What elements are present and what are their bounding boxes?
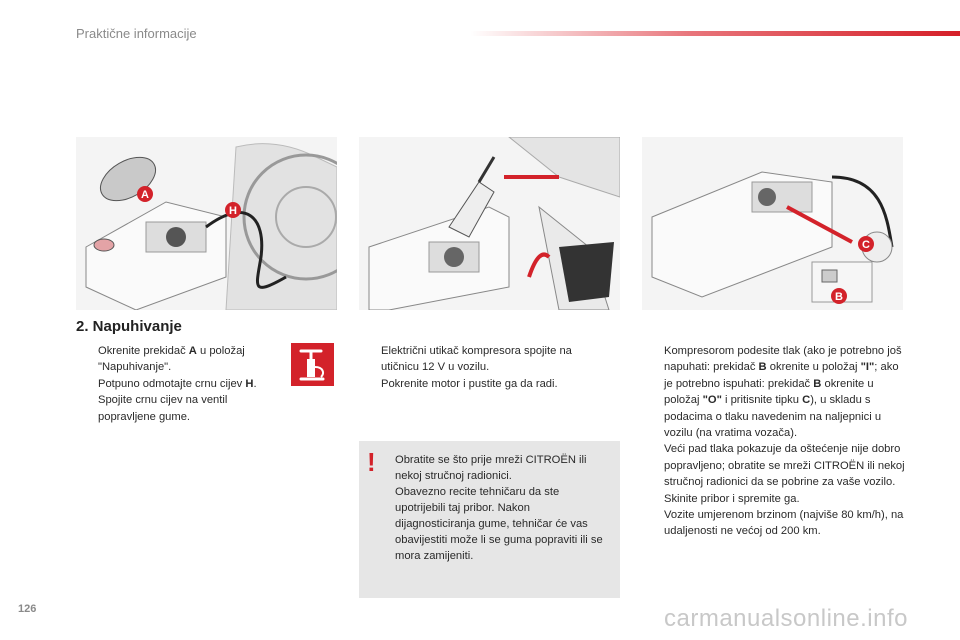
callout-h: H [229,205,237,217]
list-item: Pokrenite motor i pustite ga da radi. [381,377,558,390]
warning-icon: ! [367,447,376,477]
air-pump-icon [291,343,334,386]
illustration-2-drawing [359,137,620,310]
list-item: Skinite pribor i spremite ga. [664,492,800,505]
list-item: Okrenite prekidač A u položaj "Napuhivanje". [98,345,245,374]
illustration-compressor-switch [76,137,337,310]
section-title: 2. Napuhivanje [76,318,182,335]
header-accent-bar [470,31,960,36]
illustration-pressure-adjust [642,137,903,310]
callout-b: B [835,291,843,303]
instructions-column-2 [359,343,604,392]
warning-text: Obratite se što prije mreži CITROËN ili nekoj stručnoj radionici. Obavezno recite tehničaru da ste upotrijebili taj pribor. Nakon dijagnosticiranja gume, tehničar će vas obavijestiti može li se guma popraviti ili se mora zamijeniti. [395,454,603,562]
watermark: carmanualsonline.info [664,605,908,632]
illustration-power-plug [359,137,620,310]
instructions-column-1 [76,343,276,425]
list-item: Spojite crnu cijev na ventil popravljene gume. [98,394,228,423]
page-number: 126 [18,603,37,615]
list-item: Vozite umjerenom brzinom (najviše 80 km/h), na udaljenosti ne većoj od 200 km. [664,509,904,538]
page-header-title: Praktične informacije [76,26,197,41]
callout-a: A [141,189,149,201]
list-item: Električni utikač kompresora spojite na utičnicu 12 V u vozilu. [381,345,572,374]
note-paragraph: Veći pad tlaka pokazuje da oštećenje nije dobro popravljeno; obratite se mreži CITROËN ili nekoj stručnoj radionici da se pobrine za vaše vozilo. [664,443,905,489]
illustration-3-drawing [642,137,903,310]
list-item: Potpuno odmotajte crnu cijev H. [98,377,257,390]
callout-c: C [862,239,870,251]
list-item: Kompresorom podesite tlak (ako je potrebno još napuhati: prekidač B okrenite u položaj "I"; ako je potrebno ispuhati: prekidač B okrenite u položaj "O" i pritisnite tipku C), u skladu s podacima o tlaku navedenim na naljepnici u vozilu (na vratima vozača). [664,345,902,440]
warning-box [359,441,620,598]
instructions-column-3 [642,343,907,540]
illustration-1-drawing [76,137,337,310]
